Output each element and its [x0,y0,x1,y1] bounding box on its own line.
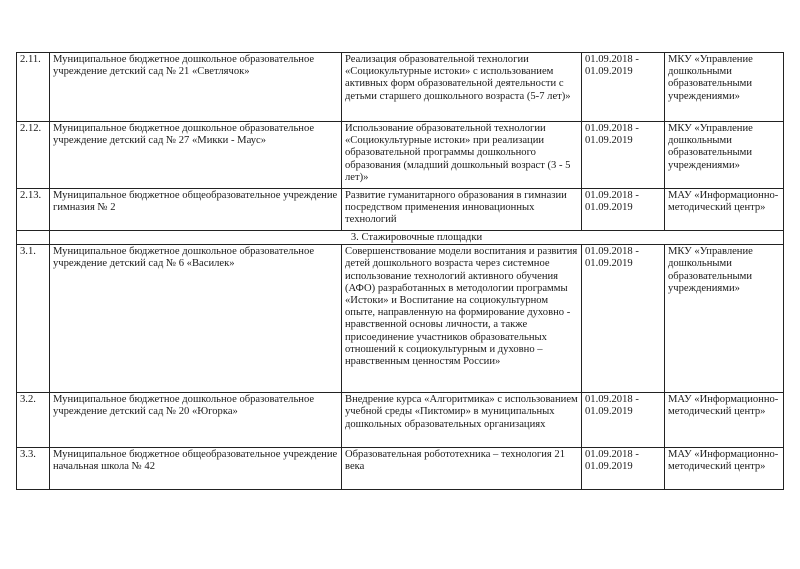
period-cell: 01.09.2018 - 01.09.2019 [582,245,665,393]
organization-cell: Муниципальное бюджетное общеобразовательное учреждение гимназия № 2 [50,189,342,231]
table-row [17,245,784,393]
organization-cell: Муниципальное бюджетное дошкольное образовательное учреждение детский сад № 6 «Василек» [50,245,342,393]
section-title: 3. Стажировочные площадки [50,231,784,245]
period-cell: 01.09.2018 - 01.09.2019 [582,122,665,189]
table-row [17,448,784,490]
row-number: 2.12. [17,122,50,189]
organization-cell: Муниципальное бюджетное дошкольное образовательное учреждение детский сад № 21 «Светлячок» [50,53,342,122]
section-empty-cell [17,231,50,245]
curator-cell: МАУ «Информационно-методический центр» [665,448,784,490]
curator-cell: МКУ «Управление дошкольными образовательными учреждениями» [665,53,784,122]
section-header-row [17,231,784,245]
period-cell: 01.09.2018 - 01.09.2019 [582,393,665,448]
row-number: 2.13. [17,189,50,231]
row-number: 3.1. [17,245,50,393]
curator-cell: МАУ «Информационно-методический центр» [665,393,784,448]
topic-cell: Внедрение курса «Алгоритмика» с использованием учебной среды «Пиктомир» в муниципальных дошкольных образовательных организациях [342,393,582,448]
topic-cell: Развитие гуманитарного образования в гимназии посредством применения инновационных технологий [342,189,582,231]
projects-table [16,52,784,490]
topic-cell: Реализация образовательной технологии «Социокультурные истоки» с использованием активных форм образовательной деятельности с детьми старшего дошкольного возраста (5-7 лет)» [342,53,582,122]
curator-cell: МАУ «Информационно-методический центр» [665,189,784,231]
organization-cell: Муниципальное бюджетное дошкольное образовательное учреждение детский сад № 20 «Югорка» [50,393,342,448]
table-row [17,122,784,189]
curator-cell: МКУ «Управление дошкольными образовательными учреждениями» [665,122,784,189]
topic-cell: Совершенствование модели воспитания и развития детей дошкольного возраста через системное использование технологий активного обучения (АФО) разработанных в методологии программы «Истоки» и Воспитание на социокультурном опыте, направленную на формирование духовно - нравственной основы личности, а также присоединение участников образовательных отношений к социокультурным и духовно – нравственным ценностям России» [342,245,582,393]
table-row [17,393,784,448]
row-number: 3.2. [17,393,50,448]
organization-cell: Муниципальное бюджетное дошкольное образовательное учреждение детский сад № 27 «Микки - Маус» [50,122,342,189]
period-cell: 01.09.2018 - 01.09.2019 [582,53,665,122]
topic-cell: Использование образовательной технологии «Социокультурные истоки» при реализации образовательной программы дошкольного образования (младший дошкольный возраст (3 - 5 лет)» [342,122,582,189]
organization-cell: Муниципальное бюджетное общеобразовательное учреждение начальная школа № 42 [50,448,342,490]
row-number: 3.3. [17,448,50,490]
period-cell: 01.09.2018 - 01.09.2019 [582,189,665,231]
table-row [17,189,784,231]
curator-cell: МКУ «Управление дошкольными образовательными учреждениями» [665,245,784,393]
table-row [17,53,784,122]
row-number: 2.11. [17,53,50,122]
period-cell: 01.09.2018 - 01.09.2019 [582,448,665,490]
topic-cell: Образовательная робототехника – технология 21 века [342,448,582,490]
